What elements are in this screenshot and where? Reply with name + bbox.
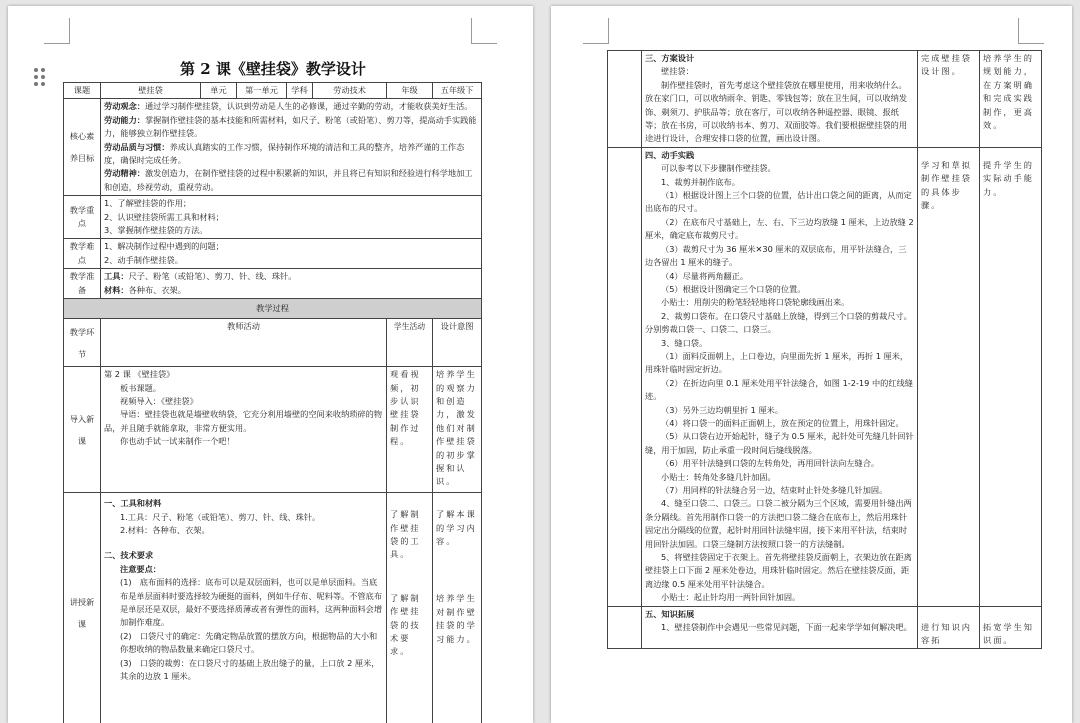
- core-goal: 劳动精神：激发创造力，在制作壁挂袋的过程中积累新的知识，并且将已有知识和经验进行科学地加工和创造，珍视劳动，重视劳动。: [104, 168, 473, 192]
- column-header-row: [64, 319, 482, 367]
- design-intent: 了解本课的学习内容。: [436, 509, 477, 546]
- core-goal: 劳动品质与习惯：养成认真踏实的工作习惯，保持制作环境的清洁和工具的整齐，培养严谨的工作态度，确保时完成任务。: [104, 141, 465, 166]
- teacher-line: 第 2 课 《壁挂袋》: [104, 369, 175, 380]
- document-title: 第 2 课《壁挂袋》教学设计: [180, 60, 366, 78]
- crop-mark: [583, 18, 609, 44]
- practice-step: 小贴士：用削尖的粉笔轻轻地将口袋轮廓线画出来。: [661, 297, 850, 308]
- student-activity: 了解制作壁挂袋的技术要求。: [390, 592, 421, 657]
- key-points-content: [101, 196, 482, 239]
- practice-step: （5）从口袋右边开始起针，缝子为 0.5 厘米，起针处可先缝几针回针缝，用于加固，防止承重一段时间后缝线脱落。: [645, 431, 914, 455]
- lecture-row: [64, 493, 482, 723]
- core-goals-content: [101, 99, 482, 196]
- difficulty-point: 2、动手制作壁挂袋。: [104, 254, 183, 265]
- difficulty-content: [101, 239, 482, 269]
- process-header-row: [64, 299, 482, 319]
- note-item: (1) 底布面料的选择：底布可以是双层面料，也可以是单层面料。当底布是单层面料时要选择较为硬挺的面料，例如牛仔布、呢料等。不管底布是单层还是双层，最好不要选择质薄或者有弹性的面料，这两种面料会增加制作难度。: [120, 577, 383, 628]
- practice-step: 3、缝口袋。: [661, 337, 708, 348]
- intro-student: 观看视频，初步认识壁挂袋制作过程。: [387, 367, 433, 493]
- lecture-intent: [433, 493, 482, 723]
- core-goals-row: [64, 99, 482, 196]
- practice-student: [918, 147, 980, 606]
- col-header-stage: 教学环节: [64, 319, 101, 367]
- key-point: 1、了解壁挂袋的作用；: [104, 198, 192, 209]
- info-cell: 学科: [287, 83, 313, 99]
- lesson-plan-table: [63, 82, 482, 723]
- plan-student: 完成壁挂袋设计图。: [918, 51, 980, 148]
- practice-step: 小贴士：起止针均用一两针回针加固。: [661, 592, 801, 603]
- tools-line: 1.工具：尺子、粉笔（或铅笔）、剪刀、针、线、珠针。: [120, 511, 321, 522]
- process-header: 教学过程: [64, 299, 482, 319]
- tools-title: 一、工具和材料: [104, 498, 162, 509]
- lecture-teacher: [101, 493, 387, 723]
- practice-step: 2、裁剪口袋布。在口袋尺寸基础上放缝，得到三个口袋的剪裁尺寸。分别剪裁口袋一、口袋二、口袋三。: [645, 310, 912, 335]
- difficulty-label: 教学难点: [64, 239, 101, 269]
- extension-content: [642, 606, 918, 649]
- practice-content: [642, 147, 918, 606]
- practice-title: 四、动手实践: [645, 149, 695, 160]
- student-activity: 进行知识内容拓: [921, 621, 972, 646]
- col-header-teacher: 教师活动: [101, 319, 387, 367]
- practice-intent: [980, 147, 1042, 606]
- practice-step: （4）尽量将两角翻正。: [661, 270, 749, 281]
- extension-intent: [980, 606, 1042, 649]
- note-item: (3) 口袋的裁剪：在口袋尺寸的基础上放出缝子的量，上口放 2 厘米，其余的边放 1 厘米。: [120, 657, 380, 681]
- practice-step: （3）另外三边均朝里折 1 厘米。: [661, 404, 784, 415]
- info-cell: 五年级下: [433, 83, 482, 99]
- intro-teacher: [101, 367, 387, 493]
- stage-cell: [608, 147, 642, 606]
- plan-title: 三、方案设计: [645, 53, 695, 63]
- plan-content: [642, 51, 918, 148]
- student-activity: 了解制作壁挂袋的工具。: [390, 509, 421, 560]
- practice-step: 5、将壁挂袋固定于衣架上。首先将壁挂袋反面朝上，衣架边放在距离壁挂袋上口下面 2 厘米处卷边，用珠针临时固定。然后在壁挂袋反面，距离边缘 0.5 厘米处用平针法缝合。: [645, 552, 912, 589]
- extension-text: 1、壁挂袋制作中会遇见一些常见问题，下面一起来学学如何解决吧。: [661, 622, 912, 633]
- core-goal: 劳动观念：通过学习制作壁挂袋，认识到劳动是人生的必修课，通过辛勤的劳动，才能收获美好生活。: [104, 101, 473, 112]
- practice-step: （1）面料反面朝上，上口卷边，向里面先折 1 厘米，再折 1 厘米，用珠针临时固定折边。: [645, 350, 909, 375]
- drag-handle-icon[interactable]: [34, 68, 46, 86]
- info-cell: 第一单元: [237, 83, 287, 99]
- practice-step: （3）裁剪尺寸为 36 厘米✕30 厘米的双层底布，用平针法缝合，三边各留出 1 厘米的缝子。: [645, 243, 907, 268]
- practice-step: （2）在折边向里 0.1 厘米处用平针法缝合，如图 1-2-19 中的红线缝迹。: [645, 377, 913, 402]
- design-intent: 拓宽学生知识面。: [983, 621, 1034, 646]
- preparation-content: [101, 269, 482, 299]
- practice-step: （6）用平针法缝到口袋的左转角处，再用回针法向左缝合。: [661, 458, 880, 469]
- difficulty-row: [64, 239, 482, 269]
- practice-step: （4）将口袋一的面料正面朝上，放在预定的位置上，用珠针固定。: [661, 417, 904, 428]
- practice-step: 1、裁剪并制作底布。: [661, 176, 740, 187]
- col-header-intent: 设计意图: [433, 319, 482, 367]
- plan-intent: 培养学生的规划能力，在方案明确和完成实践制作，更高效。: [980, 51, 1042, 148]
- practice-steps: [645, 176, 914, 605]
- plan-subtitle: 壁挂袋：: [661, 66, 694, 77]
- crop-mark: [1018, 18, 1044, 44]
- design-intent: 提升学生的实际动手能力。: [983, 159, 1034, 197]
- key-points-label: 教学重点: [64, 196, 101, 239]
- notes-title: 注意要点：: [120, 563, 161, 574]
- document-page-left: [8, 6, 533, 723]
- teacher-line: 导语：壁挂袋也就是墙壁收纳袋，它充分利用墙壁的空间来收纳琐碎的物品，并且随手就能拿取，非常方便实用。: [104, 409, 383, 433]
- practice-step: （5）根据设计图确定三个口袋的位置。: [661, 283, 806, 294]
- design-intent: 培养学生对制作壁挂袋的学习能力。: [436, 593, 477, 644]
- key-point: 2、认识壁挂袋所需工具和材料；: [104, 211, 224, 222]
- extension-student: [918, 606, 980, 649]
- lecture-stage: 讲授新课: [64, 493, 101, 723]
- preparation-row: [64, 269, 482, 299]
- stage-cell: [608, 606, 642, 649]
- key-points-row: [64, 196, 482, 239]
- tools-line: 2.材料：各种布、衣架。: [120, 524, 210, 535]
- crop-mark: [44, 18, 70, 44]
- prep-item: 工具：尺子、粉笔（或铅笔）、剪刀、针、线、珠针。: [104, 271, 297, 282]
- col-header-student: 学生活动: [387, 319, 433, 367]
- info-cell: 课题: [64, 83, 101, 99]
- teacher-line: 你也动手试一试来制作一个吧！: [120, 436, 235, 447]
- practice-step: （7）用同样的针法缝合另一边，结束时止针处多缝几针加固。: [661, 485, 888, 495]
- practice-step: （2）在底布尺寸基础上，左、右、下三边均放缝 1 厘米，上边放缝 2 厘米，确定底布裁剪尺寸。: [645, 216, 914, 241]
- practice-intro: 可以参考以下步骤制作壁挂袋。: [661, 163, 776, 174]
- lesson-plan-table-continued: [607, 50, 1042, 649]
- info-cell: 单元: [201, 83, 237, 99]
- plan-row: [608, 51, 1042, 148]
- extension-title: 五、知识拓展: [645, 608, 695, 619]
- preparation-label: 教学准备: [64, 269, 101, 299]
- info-cell: 年级: [387, 83, 433, 99]
- prep-item: 材料：各种布、衣架。: [104, 284, 186, 295]
- plan-text: 制作壁挂袋时，首先考虑这个壁挂袋放在哪里使用，用来收纳什么。放在家门口，可以收纳雨伞、钥匙、零钱包等；放在卫生间，可以收纳发饰、剃须刀、护肤品等；放在客厅，可以收纳各种遥控器、眼镜、报纸等；放在书房，可以收纳书本、剪刀、双面胶等。我们要根据壁挂袋的用途进行设计，合理安排口袋的位置，画出设计图。: [645, 79, 908, 144]
- info-cell: 壁挂袋: [101, 83, 201, 99]
- document-page-right: [551, 6, 1072, 723]
- info-row: [64, 83, 482, 99]
- teacher-line: 视频导入：《壁挂袋》: [120, 395, 198, 406]
- key-point: 3、掌握制作壁挂袋的方法。: [104, 225, 208, 236]
- stage-cell: [608, 51, 642, 148]
- core-goal: 劳动能力：掌握制作壁挂袋的基本技能和所需材料，如尺子、粉笔（或铅笔）、剪刀等，提高动手实践能力，能够独立制作壁挂袋。: [104, 114, 477, 139]
- note-item: (2) 口袋尺寸的确定：先确定物品放置的摆放方向，根据物品的大小和你想收纳的物品数量来确定口袋尺寸。: [120, 630, 378, 655]
- tech-title: 二、技术要求: [104, 550, 154, 561]
- info-cell: 劳动技术: [313, 83, 387, 99]
- teacher-line: 板书课题。: [120, 382, 161, 393]
- intro-intent: 培养学生的观察力和创造力，激发他们对制作壁挂袋的初步掌握和认识。: [433, 367, 482, 493]
- practice-step: 4、缝至口袋二、口袋三。口袋二被分隔为三个区域，需要用针缝出两条分隔线。首先用制作口袋一的方法把口袋二缝合在底布上，然后用珠针固定出分隔线的位置，起针时用回针法缝牢固，接下来用平针法，结束时用回针法加固。口袋三缝制方法按照口袋一的方法缝制。: [645, 498, 912, 549]
- difficulty-point: 1、解决制作过程中遇到的问题；: [104, 241, 224, 252]
- intro-stage: 导入新课: [64, 367, 101, 493]
- practice-row: [608, 147, 1042, 606]
- intro-row: [64, 367, 482, 493]
- practice-step: 小贴士：转角处多缝几针加固。: [661, 471, 776, 482]
- practice-step: （1）根据设计图上三个口袋的位置，估计出口袋之间的距离，从而定出底布的尺寸。: [645, 190, 912, 214]
- crop-mark: [471, 18, 497, 44]
- extension-row: [608, 606, 1042, 649]
- core-goals-label: 核心素养目标: [64, 99, 101, 196]
- student-activity: 学习和草拟制作壁挂袋的具体步骤。: [921, 159, 972, 211]
- lecture-student: [387, 493, 433, 723]
